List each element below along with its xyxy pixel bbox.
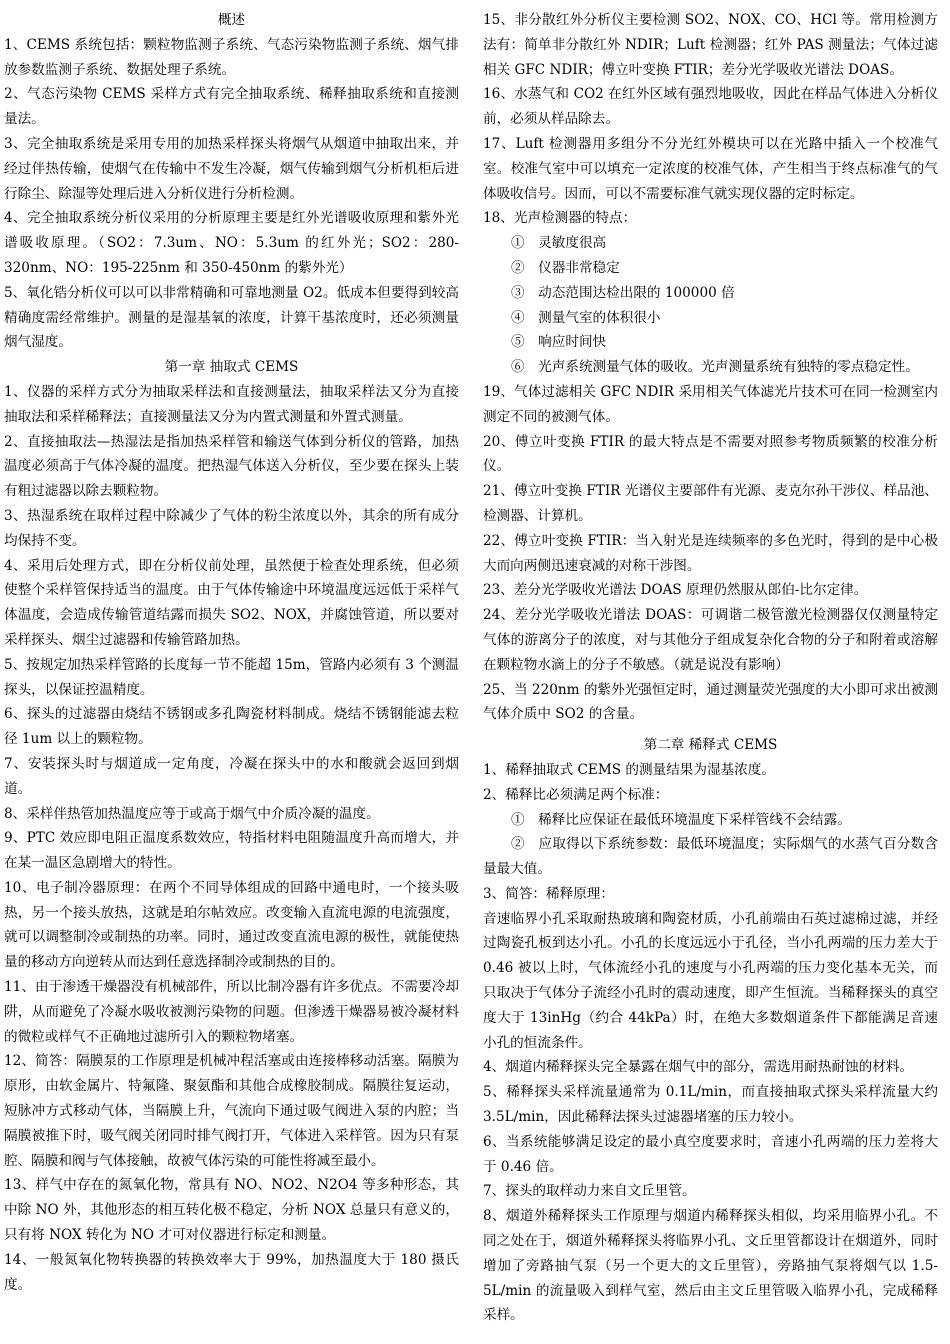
overview-title: 概述 (217, 12, 246, 28)
list-item: ④ 测量气室的体积很小 (511, 309, 661, 326)
paragraph: 7、探头的取样动力来自文丘里管。 (483, 1183, 696, 1200)
list-item: ③ 动态范围达检出限的 100000 倍 (511, 284, 735, 301)
paragraph: 1、稀释抽取式 CEMS 的测量结果为湿基浓度。 (483, 761, 775, 778)
paragraph: 14、一般氮氧化物转换器的转换效率大于 99%，加热温度大于 180 摄氏度。 (4, 1251, 459, 1293)
paragraph: 19、气体过滤相关 GFC NDIR 采用相关气体滤光片技术可在同一检测室内测定不同的被测气体。 (483, 383, 938, 425)
paragraph: 2、直接抽取法—热湿法是指加热采样管和输送气体到分析仪的管路，加热温度必须高于气体冷凝的温度。把热湿气体送入分析仪，至少要在探头上装有粗过滤器以除去颗粒物。 (4, 433, 459, 500)
paragraph: 5、氧化锆分析仪可以可以非常精确和可靠地测量 O2。低成本但要得到较高精确度需经常维护。测量的是湿基氧的浓度，计算干基浓度时，还必须测量烟气湿度。 (4, 284, 459, 351)
chapter1-title: 第一章 抽取式 CEMS (164, 359, 299, 376)
list-item: ⑥ 光声系统测量气体的吸收。光声测量系统有独特的零点稳定性。 (511, 359, 919, 376)
list-item: ① 稀释比应保证在最低环境温度下采样管线不会结露。 (511, 811, 851, 828)
paragraph: 13、样气中存在的氮氧化物，常具有 NO、NO2、N2O4 等多种形态，其中除 NO 外，其他形态的相互转化极不稳定，分析 NOX 总量只有意义的，只有将 NOX 转化为 NO 才可对仪器进行标定和测量。 (4, 1177, 459, 1244)
chapter2-title: 第二章 稀释式 CEMS (643, 737, 778, 754)
paragraph: 3、热湿系统在取样过程中除减少了气体的粉尘浓度以外，其余的所有成分均保持不变。 (4, 507, 459, 549)
paragraph: 5、按规定加热采样管路的长度每一节不能超 15m，管路内必须有 3 个测温探头，以保证控温精度。 (4, 656, 459, 698)
paragraph: 1、CEMS 系统包括：颗粒物监测子系统、气态污染物监测子系统、烟气排放参数监测子系统、数据处理子系统。 (4, 36, 459, 78)
paragraph: 1、仪器的采样方式分为抽取采样法和直接测量法，抽取采样法又分为直接抽取法和采样稀释法；直接测量法又分为内置式测量和外置式测量。 (4, 383, 459, 425)
paragraph: 21、傅立叶变换 FTIR 光谱仪主要部件有光源、麦克尔孙干涉仪、样品池、检测器、计算机。 (483, 483, 938, 524)
list-item: ⑤ 响应时间快 (511, 334, 607, 351)
list-item: ① 灵敏度很高 (511, 235, 607, 252)
paragraph: 11、由于渗透干燥器没有机械部件，所以比制冷器有许多优点。不需要冷却阱，从而避免了冷凝水吸收被测污染物的问题。但渗透干燥器易被冷凝材料的微粒或样气不正确地过滤所引入的颗粒物堵塞。 (4, 979, 459, 1045)
paragraph: 2、气态污染物 CEMS 采样方式有完全抽取系统、稀释抽取系统和直接测量法。 (4, 86, 459, 128)
paragraph: 22、傅立叶变换 FTIR：当入射光是连续频率的多色光时，得到的是中心极大而向两侧迅速衰减的对称干涉图。 (483, 532, 938, 574)
paragraph: 6、探头的过滤器由烧结不锈钢或多孔陶瓷材料制成。烧结不锈钢能滤去粒径 1um 以上的颗粒物。 (4, 706, 459, 748)
paragraph: 24、差分光学吸收光谱法 DOAS：可调谐二极管激光检测器仅仅测量特定气体的游离分子的浓度，对与其他分子组成复杂化合物的分子和附着或溶解在颗粒物水滴上的分子不敏感。（就是说没有影响） (483, 607, 938, 673)
paragraph: 6、当系统能够满足设定的最小真空度要求时，音速小孔两端的压力差将大于 0.46 倍。 (483, 1133, 938, 1175)
paragraph: 4、完全抽取系统分析仪采用的分析原理主要是红外光谱吸收原理和紫外光谱吸收原理。（SO2：7.3um、NO：5.3um 的红外光；SO2：280-320nm、NO：195-225nm 和 350-450nm 的紫外光） (4, 210, 459, 276)
paragraph: 18、光声检测器的特点： (483, 210, 637, 227)
right-column (483, 8, 938, 1344)
paragraph: 9、PTC 效应即电阻正温度系数效应，特指材料电阻随温度升高而增大，并在某一温区急剧增大的特性。 (4, 830, 459, 872)
paragraph: 音速临界小孔采取耐热玻璃和陶瓷材质，小孔前端由石英过滤棉过滤，并经过陶瓷孔板到达小孔。小孔的长度远远小于孔径，当小孔两端的压力差大于 0.46 被以上时，气体流经小孔的速度与小孔两端的压力变化基本无关，而只取决于气体分子流经小孔时的震动速度，即产生恒流。当稀释探头的真空度大于 13inHg（约合 44kPa）时，在绝大多数烟道条件下都能满足音速小孔的恒流条件。 (483, 910, 938, 1051)
paragraph: 7、安装探头时与烟道成一定角度，冷凝在探头中的水和酸就会返回到烟道。 (4, 755, 459, 797)
paragraph: 4、采用后处理方式，即在分析仪前处理，虽然便于检查处理系统，但必须使整个采样管保持适当的温度。由于气体传输途中环境温度远远低于采样气体温度，会造成传输管道结露而损失 SO2、NOX，并腐蚀管道，所以要对采样探头、烟尘过滤器和传输管路加热。 (4, 557, 459, 648)
paragraph: 2、稀释比必须满足两个标准： (483, 786, 669, 803)
paragraph: 8、烟道外稀释探头工作原理与烟道内稀释探头相似，均采用临界小孔。不同之处在于，烟道外稀释探头将临界小孔、文丘里管都设计在烟道外，同时增加了旁路抽气泵（另一个更大的文丘里管），旁路抽气泵将烟气以 1.5-5L/min 的流量吸入到样气室，然后由主文丘里管吸入临界小孔，完成稀释采样。 (483, 1208, 938, 1324)
paragraph: 4、烟道内稀释探头完全暴露在烟气中的部分，需选用耐热耐蚀的材料。 (483, 1059, 914, 1076)
list-item: ② 仪器非常稳定 (511, 259, 620, 276)
paragraph: 25、当 220nm 的紫外光强恒定时，通过测量荧光强度的大小即可求出被测气体介质中 SO2 的含量。 (483, 681, 938, 723)
left-column (4, 8, 459, 1344)
paragraph: 8、采样伴热管加热温度应等于或高于烟气中介质冷凝的温度。 (4, 805, 380, 822)
list-item: ② 应取得以下系统参数：最低环境温度；实际烟气的水蒸气百分数含量最大值。 (483, 836, 938, 878)
paragraph: 23、差分光学吸收光谱法 DOAS 原理仍然服从郎伯-比尔定律。 (483, 582, 868, 599)
paragraph: 15、非分散红外分析仪主要检测 SO2、NOX、CO、HCl 等。常用检测方法有：简单非分散红外 NDIR；Luft 检测器；红外 PAS 测量法；气体过滤相关 GFC NDIR；傅立叶变换 FTIR；差分光学吸收光谱法 DOAS。 (483, 12, 938, 78)
paragraph: 3、简答：稀释原理： (483, 885, 614, 902)
paragraph: 3、完全抽取系统是采用专用的加热采样探头将烟气从烟道中抽取出来，并经过伴热传输，使烟气在传输中不发生冷凝，烟气传输到烟气分析机柜后进行除尘、除湿等处理后进入分析仪进行分析检测。 (4, 135, 459, 202)
paragraph: 17、Luft 检测器用多组分不分光红外模块可以在光路中插入一个校准气室。校准气室中可以填充一定浓度的校准气体，产生相当于终点标准气的气体吸收信号。因而，可以不需要标准气就实现仪器的定时标定。 (483, 135, 938, 202)
paragraph: 16、水蒸气和 CO2 在红外区域有强烈地吸收，因此在样品气体进入分析仪前，必须从样品除去。 (483, 86, 938, 128)
paragraph: 10、电子制冷器原理：在两个不同导体组成的回路中通电时，一个接头吸热，另一个接头放热，这就是珀尔帖效应。改变输入直流电源的电流强度，就可以调整制冷或制热的功率。同时，通过改变直流电源的极性，就能使热量的移动方向逆转从而达到任意选择制冷或制热的目的。 (4, 879, 459, 971)
paragraph: 20、傅立叶变换 FTIR 的最大特点是不需要对照参考物质频繁的校准分析仪。 (483, 433, 938, 475)
paragraph: 12、简答：隔膜泵的工作原理是机械冲程活塞或由连接棒移动活塞。隔膜为原形，由软金属片、特氟隆、聚氨酯和其他合成橡胶制成。隔膜往复运动，短脉冲方式移动气体，当隔膜上升，气流向下通过吸气阀进入泵的内腔；当隔膜被推下时，吸气阀关闭同时排气阀打开，气体进入采样管。因为只有泵腔、隔膜和阀与气体接触，故被气体污染的可能性将减至最小。 (4, 1053, 459, 1169)
paragraph: 5、稀释探头采样流量通常为 0.1L/min，而直接抽取式探头采样流量大约3.5L/min，因此稀释法探头过滤器堵塞的压力较小。 (483, 1084, 938, 1126)
